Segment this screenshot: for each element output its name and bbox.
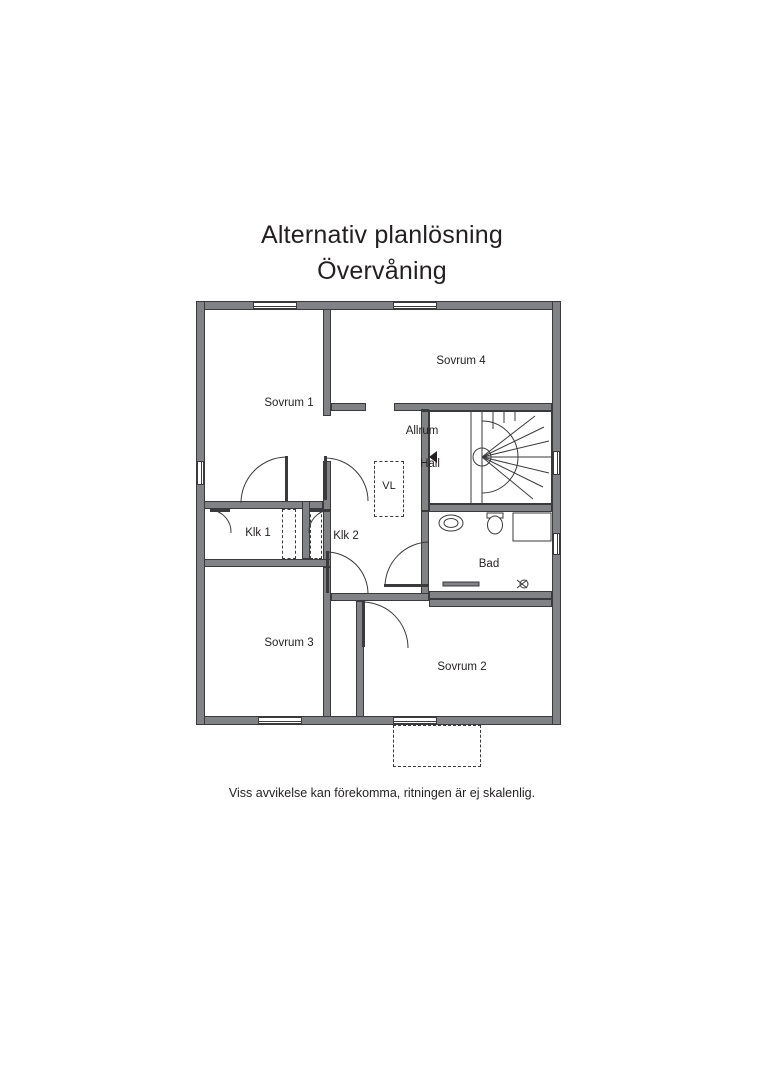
room-label-vl: VL xyxy=(382,480,396,492)
exterior-wall-left xyxy=(196,301,205,725)
doorway-allrum-threshold xyxy=(421,409,429,411)
room-label-sovrum-3: Sovrum 3 xyxy=(264,637,314,649)
floor-plan xyxy=(196,301,561,725)
title-line-2: Övervåning xyxy=(317,257,447,285)
interior-wall-sovrum4-bottom xyxy=(394,403,552,411)
interior-wall-bath-bottom xyxy=(429,591,552,599)
disclaimer-text: Viss avvikelse kan förekomma, ritningen är ej skalenlig. xyxy=(228,786,536,800)
window-top-right xyxy=(393,302,437,309)
window-left-upper xyxy=(197,461,204,485)
interior-wall-vertical-center xyxy=(323,309,331,416)
door-sovrum-2 xyxy=(362,601,410,651)
room-label-klk-2: Klk 2 xyxy=(333,530,359,542)
door-klk-2 xyxy=(308,509,330,535)
room-label-bad: Bad xyxy=(478,558,500,570)
exterior-wall-top xyxy=(196,301,561,310)
washing-machine-icon xyxy=(517,580,528,588)
window-right-bath xyxy=(553,533,560,555)
interior-wall-bath-top xyxy=(429,504,552,512)
room-label-hall: Hall xyxy=(420,458,440,470)
room-label-klk-1: Klk 1 xyxy=(245,527,271,539)
door-sovrum-3 xyxy=(326,551,370,597)
interior-wall-klk-bottom xyxy=(204,559,331,567)
bathtub-icon xyxy=(513,513,551,541)
radiator-icon xyxy=(443,582,479,586)
door-klk-1 xyxy=(210,509,232,535)
room-label-sovrum-1: Sovrum 1 xyxy=(264,397,314,409)
toilet-icon xyxy=(487,513,503,534)
door-sovrum-1 xyxy=(240,456,298,504)
klk1-shelf-dashed xyxy=(282,509,296,559)
drawing-title xyxy=(0,218,764,290)
entry-canopy-dashed-outline xyxy=(393,725,481,767)
window-top-left xyxy=(253,302,297,309)
interior-wall-stub-sovrum1-right xyxy=(331,403,366,411)
door-hall-left xyxy=(324,456,370,502)
window-right-stairs xyxy=(553,451,560,475)
spiral-staircase xyxy=(429,411,552,504)
bathroom-fixtures xyxy=(429,512,552,591)
window-bottom-left xyxy=(258,717,302,724)
room-label-sovrum-4: Sovrum 4 xyxy=(436,355,486,367)
interior-wall-sovrum2-top xyxy=(429,599,552,607)
exterior-wall-bottom xyxy=(196,716,561,725)
room-label-allrum: Allrum xyxy=(405,425,439,437)
window-bottom-right xyxy=(393,717,437,724)
title-line-1: Alternativ planlösning xyxy=(260,221,504,249)
exterior-wall-right xyxy=(552,301,561,725)
room-label-sovrum-2: Sovrum 2 xyxy=(437,661,487,673)
door-bad xyxy=(384,541,430,589)
